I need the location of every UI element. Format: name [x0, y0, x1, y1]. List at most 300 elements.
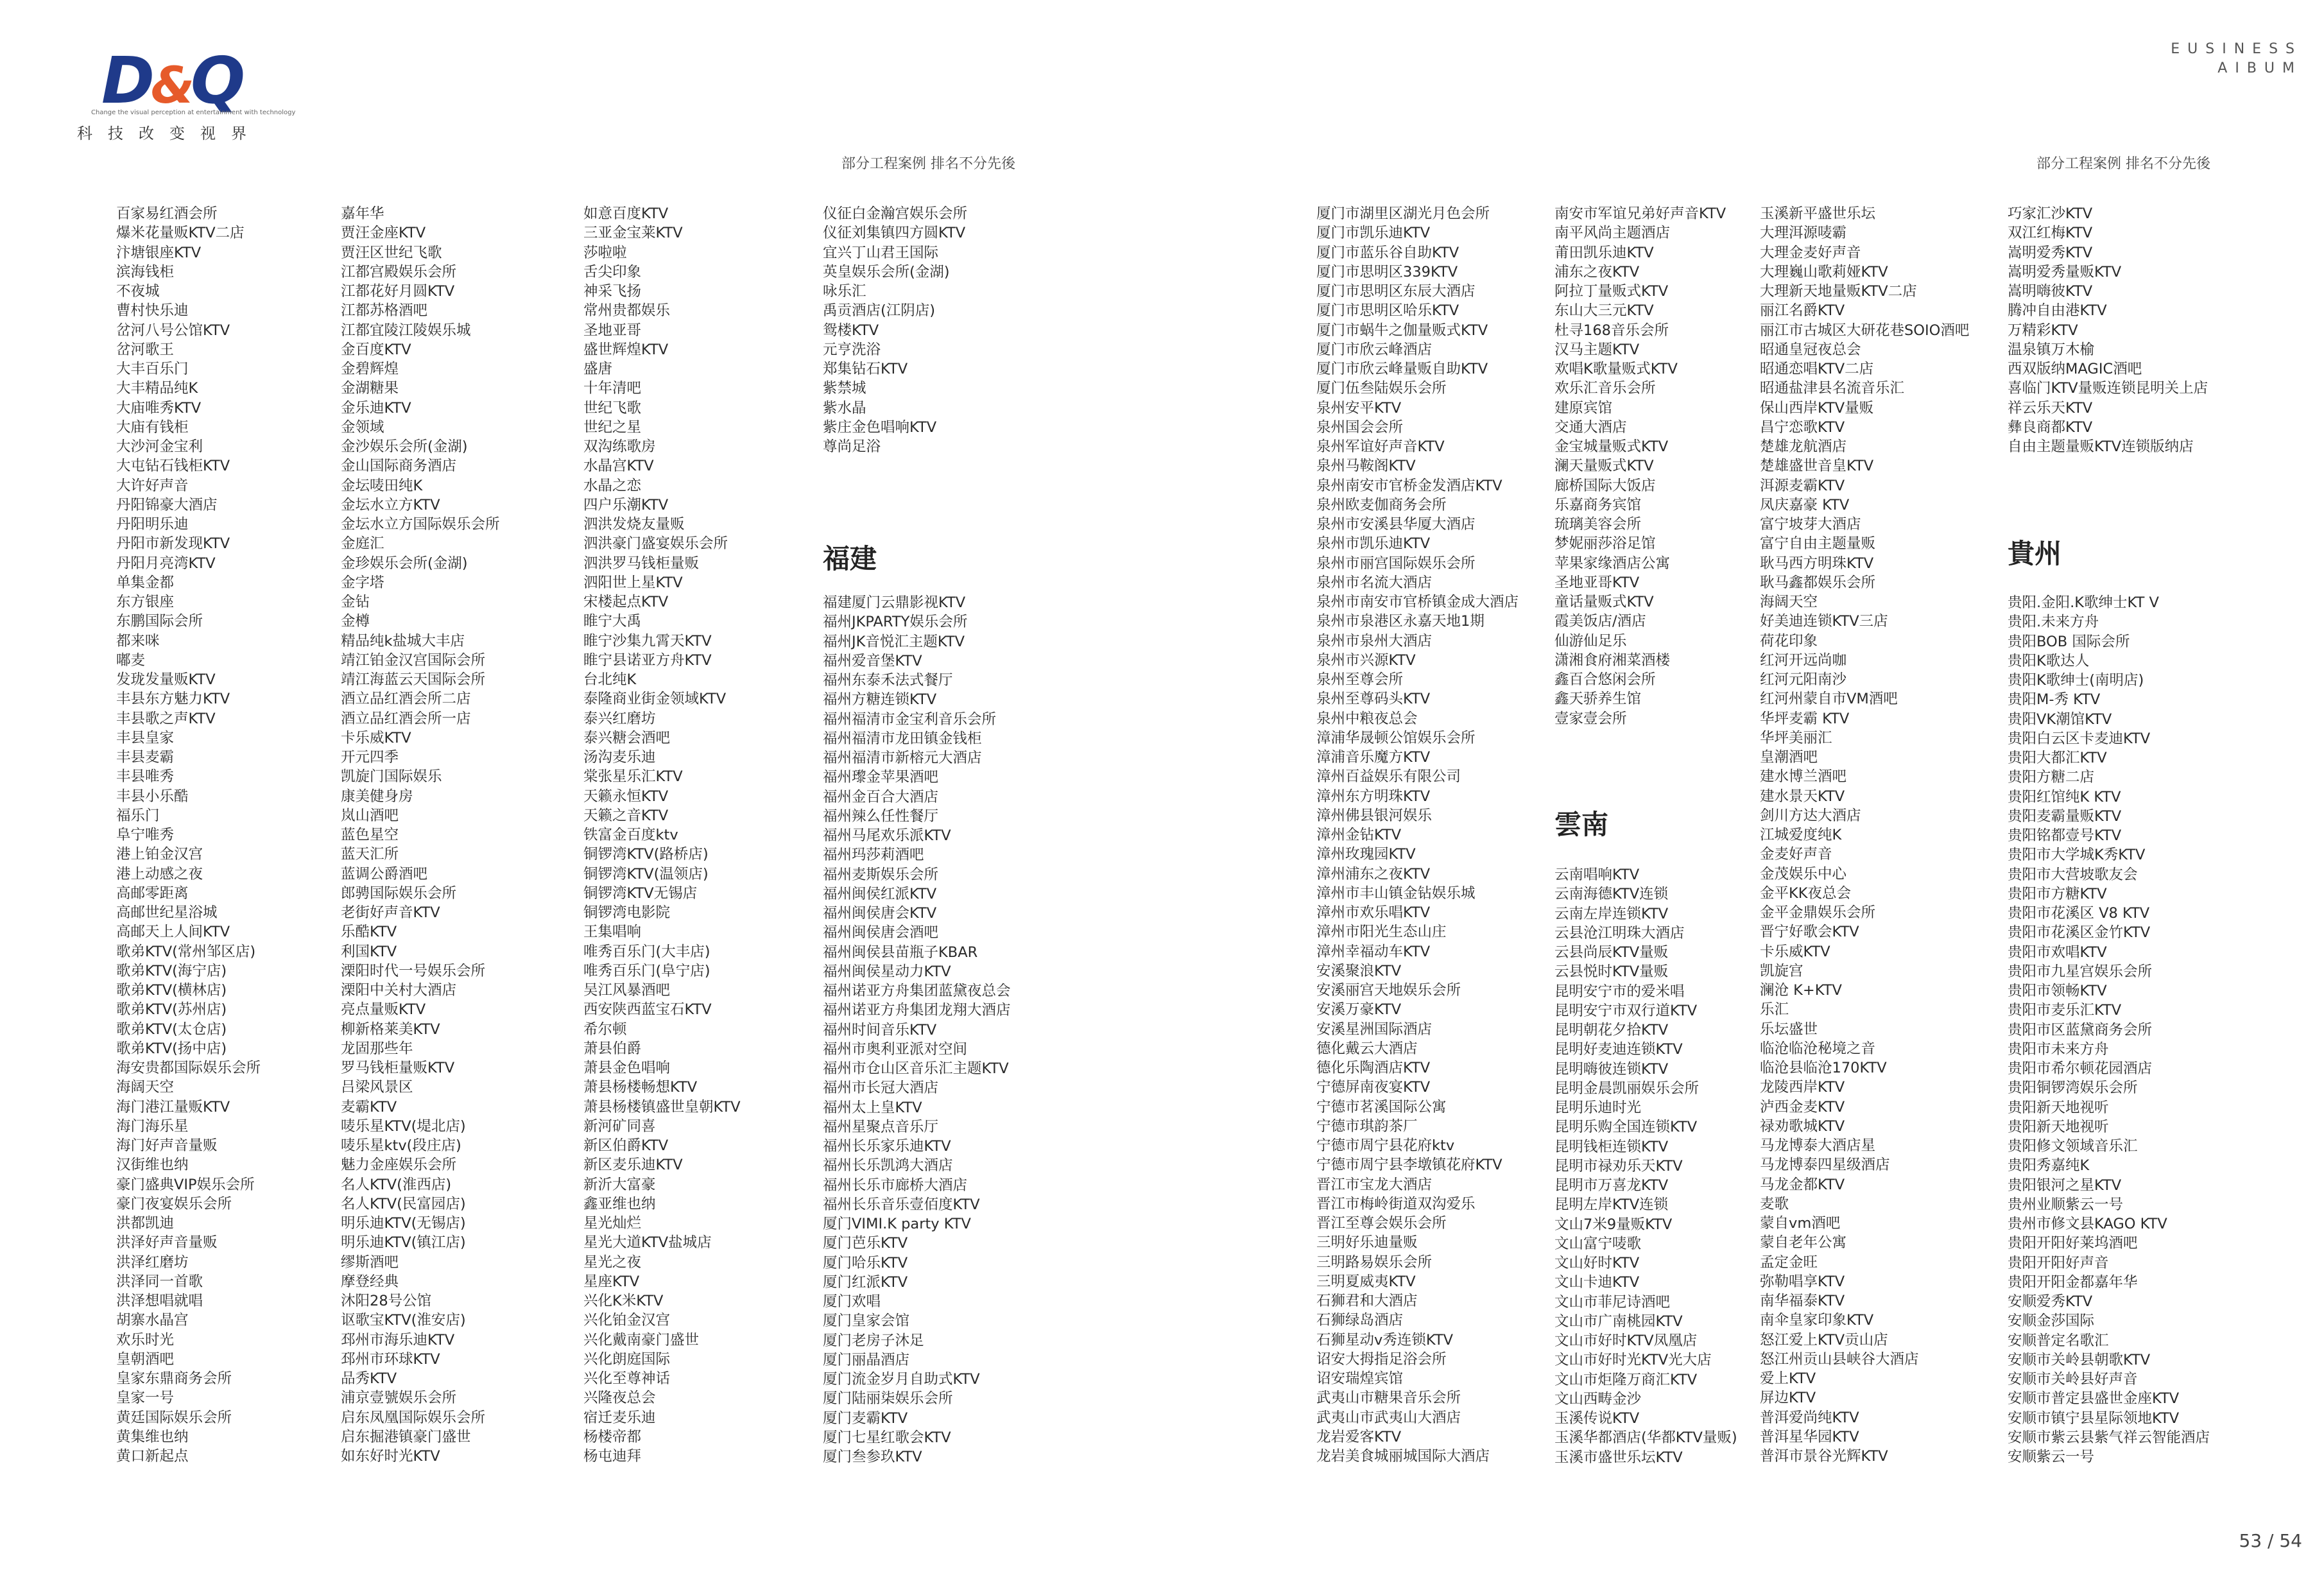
case-item: 鑫天骄养生馆 [1554, 691, 1642, 708]
case-item: 福州辣么任性餐厅 [823, 807, 939, 825]
case-item: 耿马西方明珠KTV [1760, 555, 1874, 572]
case-item: 丰县小乐酷 [116, 788, 189, 805]
page-number: 53 / 54 [2239, 1530, 2302, 1551]
case-item: 贵阳市麦乐汇KTV [2008, 1002, 2122, 1019]
case-item: 安顺爱秀KTV [2008, 1293, 2093, 1310]
case-item: 宁德市周宁县李墩镇花府KTV [1316, 1157, 1502, 1174]
case-item: 禹贡酒店(江阴店) [823, 302, 936, 320]
case-item: 彝良商都KTV [2008, 418, 2093, 436]
case-item: 南伞皇家印象KTV [1760, 1312, 1874, 1329]
case-item: 双沟练歌房 [583, 438, 656, 455]
brand-mark [2171, 40, 2302, 78]
case-item: 新区麦乐迪KTV [583, 1157, 683, 1174]
case-item: 王集唱响 [583, 924, 642, 941]
case-item: 普洱爱尚纯KTV [1760, 1409, 1859, 1426]
case-item: 金湖糖果 [341, 380, 399, 397]
case-item: 西安陕西蓝宝石KTV [583, 1001, 712, 1019]
case-item: 江都宫殿娱乐会所 [341, 263, 457, 280]
case-item: 盛唐 [583, 361, 613, 377]
case-item: 万精彩KTV [2008, 322, 2078, 339]
case-item: 如意百度KTV [583, 205, 669, 222]
case-item: 建水景天KTV [1760, 788, 1845, 805]
case-item: 新沂大富豪 [583, 1176, 656, 1193]
case-item: 浦京壹號娱乐会所 [341, 1390, 457, 1407]
case-item: 柳新格莱美KTV [341, 1021, 440, 1038]
logo-motto: 科技改变视界 [77, 125, 262, 142]
case-item: 福州市仓山区音乐汇主题KTV [823, 1060, 1009, 1077]
case-item: 缪斯酒吧 [341, 1254, 399, 1271]
case-item: 嵩明爱秀KTV [2008, 244, 2093, 261]
case-item: 希尔顿 [583, 1021, 627, 1038]
case-item: 宁德市琪韵茶厂 [1316, 1117, 1418, 1135]
logo-mark: D&Q [101, 43, 242, 118]
section-title-guizhou: 貴州 [2008, 538, 2062, 569]
case-list-right-col1 [1316, 204, 1560, 1466]
case-item: 蒙自老年公寓 [1760, 1234, 1847, 1252]
case-item: 江都花好月圆KTV [341, 283, 455, 300]
case-item: 贵阳白云区卡麦迪KTV [2008, 730, 2151, 747]
case-item: 福州闽侯唐会KTV [823, 905, 937, 922]
case-item: 霞美饭店/酒店 [1554, 613, 1646, 630]
case-item: 丽江名爵KTV [1760, 302, 1845, 320]
case-item: 漳州市阳光生态山庄 [1316, 924, 1447, 941]
case-item: 贵阳红馆纯K KTV [2008, 788, 2121, 806]
case-item: 文山好时KTV [1554, 1255, 1640, 1271]
case-item: 开元四季 [341, 749, 399, 766]
case-item: 安顺金莎国际 [2008, 1313, 2095, 1330]
case-item: 厦门七星红歌会KTV [823, 1429, 951, 1446]
case-item: 金麦好声音 [1760, 846, 1832, 863]
case-item: 乐汇 [1760, 1001, 1789, 1019]
case-item: 讴歌宝KTV(淮安店) [341, 1312, 466, 1329]
case-item: 贵州市修文县KAGO KTV [2008, 1216, 2167, 1232]
case-item: 金平金鼎娱乐会所 [1760, 904, 1876, 921]
case-item: 凯旋门国际娱乐 [341, 768, 442, 786]
case-item: 沐阳28号公馆 [341, 1293, 432, 1309]
case-item: 贵阳修文领域音乐汇 [2008, 1138, 2138, 1155]
case-item: 金坛唛田纯K [341, 477, 423, 494]
case-item: 吕梁风景区 [341, 1079, 413, 1096]
case-item: 安顺普定名歌汇 [2008, 1332, 2109, 1349]
case-item: 澜天量贩式KTV [1554, 458, 1654, 475]
case-item: 福州福清市龙田镇金钱柜 [823, 730, 982, 747]
case-item: 杨楼帝都 [583, 1428, 642, 1445]
case-item: 东山大三元KTV [1554, 302, 1654, 320]
case-item: 豪门夜宴娱乐会所 [116, 1195, 232, 1212]
case-item: 圣地亚哥 [583, 322, 642, 339]
case-item: 世纪之星 [583, 418, 642, 436]
case-item: 新河矿同喜 [583, 1117, 656, 1135]
case-item: 屏边KTV [1760, 1390, 1816, 1407]
case-item: 兴化朗庭国际 [583, 1350, 671, 1368]
case-item: 琉璃美容会所 [1554, 516, 1642, 533]
case-item: 海阔天空 [116, 1079, 175, 1096]
case-item: 南华福泰KTV [1760, 1293, 1845, 1309]
case-item: 福州太上皇KTV [823, 1099, 922, 1116]
case-item: 南安市军谊兄弟好声音KTV [1554, 205, 1726, 222]
case-item: 漳浦音乐魔方KTV [1316, 749, 1431, 766]
case-item: 文山市好时KTV凤凰店 [1554, 1332, 1698, 1349]
case-item: 唯秀百乐门(大丰店) [583, 943, 710, 960]
case-item: 泗阳世上星KTV [583, 574, 683, 591]
brand-line-2: AIBUM [2217, 60, 2302, 76]
case-item: 昆明钱柜连锁KTV [1554, 1138, 1669, 1155]
case-item: 马龙博泰大酒店星 [1760, 1137, 1876, 1154]
case-item: 昆明乐迪时光 [1554, 1099, 1642, 1116]
case-item: 嘟麦 [116, 651, 146, 669]
case-item: 丰县东方魅力KTV [116, 691, 230, 708]
case-item: 贵阳BOB 国际会所 [2008, 633, 2130, 650]
case-item: 昆明乐购全国连锁KTV [1554, 1119, 1698, 1136]
case-item: 郎骋国际娱乐会所 [341, 884, 457, 902]
case-item: 晋江至尊会娱乐会所 [1316, 1215, 1447, 1232]
case-item: 金山国际商务酒店 [341, 458, 457, 475]
case-item: 贵阳市领畅KTV [2008, 983, 2107, 999]
case-item: 康美健身房 [341, 788, 413, 805]
case-item: 泉州马鞍阁KTV [1316, 458, 1416, 475]
case-item: 大许好声音 [116, 477, 189, 494]
case-item: 麦霸KTV [341, 1098, 397, 1116]
case-item: 福州瓈金苹果酒吧 [823, 769, 939, 786]
case-item: 卡乐威KTV [1760, 943, 1830, 960]
case-item: 福州闽侯县苗瓶子KBAR [823, 944, 978, 961]
case-item: 厦门丽晶酒店 [823, 1351, 910, 1368]
case-item: 发珑发量贩KTV [116, 671, 216, 688]
case-item: 厦门市蓝乐谷自助KTV [1316, 244, 1459, 261]
case-item: 孟定金旺 [1760, 1254, 1818, 1271]
case-item: 潇湘食府湘菜酒楼 [1554, 651, 1671, 669]
case-item: 兴化至尊神话 [583, 1370, 671, 1387]
case-item: 厦门市思明区339KTV [1316, 263, 1458, 280]
case-item: 罗马钱柜量贩KTV [341, 1060, 455, 1076]
case-item: 歌弟KTV(太仓店) [116, 1021, 227, 1038]
case-item: 玉溪市盛世乐坛KTV [1554, 1449, 1683, 1466]
case-item: 马龙博泰四星级酒店 [1760, 1157, 1890, 1174]
case-item: 歌弟KTV(苏州店) [116, 1001, 227, 1019]
case-item: 禄劝歌城KTV [1760, 1117, 1845, 1135]
case-item: 厦门VIMI.K party KTV [823, 1216, 971, 1232]
case-item: 四户乐潮KTV [583, 496, 669, 513]
case-item: 高邮零距离 [116, 884, 189, 902]
case-item: 贵阳方糖二店 [2008, 769, 2095, 786]
case-item: 亮点量贩KTV [341, 1001, 426, 1019]
case-item: 江城爱度纯K [1760, 827, 1842, 843]
case-item: 厦门市思明区东辰大酒店 [1316, 283, 1476, 300]
case-item: 厦门市欣云峰酒店 [1316, 341, 1433, 358]
case-item: 卡乐威KTV [341, 729, 411, 746]
case-list-fujian [823, 593, 1067, 1467]
case-item: 晋江市梅岭街道双沟爱乐 [1316, 1195, 1476, 1212]
case-item: 贵阳VK潮馆KTV [2008, 711, 2112, 728]
case-item: 福乐门 [116, 807, 160, 824]
case-item: 凯旋宫 [1760, 962, 1803, 979]
case-item: 福州长乐凯鸿大酒店 [823, 1157, 953, 1175]
case-item: 紫庄金色唱响KTV [823, 418, 937, 436]
case-item: 贵阳秀嘉纯K [2008, 1157, 2090, 1175]
case-item: 厦门欢唱 [823, 1293, 881, 1310]
right-page [1162, 0, 2324, 1577]
case-item: 天籁永恒KTV [583, 788, 669, 805]
case-item: 贵阳市花溪区金竹KTV [2008, 924, 2151, 942]
case-item: 泉州国会会所 [1316, 418, 1404, 436]
case-item: 金领域 [341, 418, 384, 436]
case-item: 泸西金麦KTV [1760, 1098, 1845, 1116]
case-item: 泉州市名流大酒店 [1316, 574, 1433, 591]
case-item: 好美迪连锁KTV三店 [1760, 613, 1888, 630]
case-item: 文山市广南桃园KTV [1554, 1313, 1683, 1330]
case-item: 贵阳市欢唱KTV [2008, 944, 2107, 961]
case-item: 丹阳明乐迪 [116, 516, 189, 533]
case-item: 三明路易娱乐会所 [1316, 1254, 1433, 1271]
case-item: 腾冲自由港KTV [2008, 302, 2107, 320]
case-item: 双江红梅KTV [2008, 225, 2093, 242]
case-item: 吴江风暴酒吧 [583, 982, 671, 999]
case-item: 厦门市湖里区湖光月色会所 [1316, 205, 1490, 222]
case-item: 贵阳K歌绅士(南明店) [2008, 672, 2144, 689]
case-item: 明乐迪KTV(无锡店) [341, 1215, 466, 1232]
case-item: 丽江市古城区大研花巷SOIO酒吧 [1760, 322, 1970, 339]
case-item: 乐酷KTV [341, 924, 397, 941]
case-item: 泉州南安市官桥金发酒店KTV [1316, 477, 1502, 494]
case-item: 贵阳市希尔顿花园酒店 [2008, 1060, 2153, 1077]
case-item: 阜宁唯秀 [116, 827, 175, 843]
case-item: 楚雄盛世音皇KTV [1760, 458, 1874, 475]
case-item: 洪都凯迪 [116, 1215, 175, 1232]
case-item: 福州长乐家乐迪KTV [823, 1138, 951, 1155]
case-item: 英皇娱乐会所(金湖) [823, 263, 950, 280]
case-item: 杜寻168音乐会所 [1554, 322, 1669, 339]
case-item: 溧阳时代一号娱乐会所 [341, 962, 486, 979]
case-item: 泉州至尊码头KTV [1316, 691, 1431, 708]
case-item: 贾汪区世纪飞歌 [341, 244, 442, 261]
case-item: 贾汪金座KTV [341, 225, 426, 242]
case-item: 厦门麦霸KTV [823, 1409, 908, 1427]
case-item: 杨屯迪拜 [583, 1448, 642, 1465]
case-item: 昆明市禄劝乐天KTV [1554, 1157, 1683, 1175]
case-item: 名人KTV(民富园店) [341, 1195, 466, 1212]
case-item: 贵阳开阳金都嘉年华 [2008, 1273, 2138, 1291]
case-item: 精品纯k盐城大丰店 [341, 632, 465, 650]
case-item: 星光大道KTV盐城店 [583, 1234, 712, 1252]
case-item: 铁富金百度ktv [583, 827, 678, 843]
case-item: 漳浦华晟顿公馆娱乐会所 [1316, 729, 1476, 746]
case-item: 晋宁好歌会KTV [1760, 924, 1859, 941]
case-item: 贵阳新天地视听 [2008, 1118, 2109, 1135]
case-item: 汤沟麦乐迪 [583, 749, 656, 766]
case-item: 剑川方达大酒店 [1760, 807, 1861, 824]
case-item: 福州长乐市廊桥大酒店 [823, 1176, 968, 1194]
case-item: 酒立品红酒会所一店 [341, 710, 471, 727]
case-item: 安溪星洲国际酒店 [1316, 1021, 1433, 1038]
section-title-yunnan: 雲南 [1554, 809, 1609, 840]
case-item: 单集金都 [116, 574, 175, 591]
case-item: 郑集钻石KTV [823, 361, 908, 377]
case-item: 睢宁县诺亚方舟KTV [583, 651, 712, 669]
case-item: 海阔天空 [1760, 594, 1818, 610]
case-item: 萧县杨楼镇盛世皇朝KTV [583, 1098, 741, 1116]
case-item: 贵阳铭都壹号KTV [2008, 827, 2122, 844]
case-item: 安溪聚浪KTV [1316, 962, 1402, 979]
case-item: 贵阳市大营坡歌友会 [2008, 866, 2138, 883]
case-item: 安顺市关岭县朝歌KTV [2008, 1351, 2151, 1368]
case-item: 高邮世纪星浴城 [116, 904, 218, 921]
case-item: 厦门哈乐KTV [823, 1254, 908, 1271]
case-item: 丹阳月亮湾KTV [116, 555, 216, 572]
case-item: 元亨洗浴 [823, 341, 881, 358]
case-item: 贵阳市方糖KTV [2008, 885, 2107, 902]
case-item: 黄集维也纳 [116, 1428, 189, 1445]
case-item: 昆明安宁市的爱米唱 [1554, 983, 1685, 1000]
case-item: 温泉镇万木榆 [2008, 341, 2095, 358]
case-item: 文山7米9量贩KTV [1554, 1216, 1673, 1233]
case-item: 武夷山市武夷山大酒店 [1316, 1409, 1461, 1426]
case-item: 漳州玫瑰园KTV [1316, 846, 1416, 863]
case-item: 如东好时光KTV [341, 1448, 440, 1465]
case-item: 昌宁恋歌KTV [1760, 418, 1845, 436]
case-item: 百家易红酒会所 [116, 205, 218, 222]
case-item: 金碧辉煌 [341, 361, 399, 377]
case-item: 贵阳M-秀 KTV [2008, 691, 2101, 709]
case-item: 酒立品红酒会所二店 [341, 691, 471, 708]
case-item: 安顺市镇宁县星际领地KTV [2008, 1409, 2180, 1427]
case-item: 漳州佛县银河娱乐 [1316, 807, 1433, 824]
case-item: 海门海乐星 [116, 1117, 189, 1135]
case-item: 诏安瑞煌宾馆 [1316, 1370, 1404, 1387]
case-item: 福州闽侯星动力KTV [823, 963, 951, 980]
case-item: 洱源麦霸KTV [1760, 477, 1845, 494]
case-item: 唯秀百乐门(阜宁店) [583, 962, 710, 979]
case-item: 泉州欧麦伽商务会所 [1316, 496, 1447, 513]
case-item: 文山市炬隆万商汇KTV [1554, 1371, 1698, 1388]
case-item: 昆明好麦迪连锁KTV [1554, 1041, 1683, 1058]
case-item: 马龙金都KTV [1760, 1176, 1845, 1193]
case-item: 阿拉丁量贩式KTV [1554, 283, 1669, 300]
case-item: 大理金麦好声音 [1760, 244, 1861, 261]
case-item: 漳州金钻KTV [1316, 827, 1402, 843]
case-item: 泉州市丽宫国际娱乐会所 [1316, 555, 1476, 572]
case-item: 世纪飞歌 [583, 399, 642, 417]
case-item: 星光之夜 [583, 1254, 642, 1271]
case-item: 凤庆嘉豪 KTV [1760, 496, 1850, 513]
case-item: 丰县唯秀 [116, 768, 175, 786]
case-item: 蓝调公爵酒吧 [341, 865, 428, 883]
case-item: 南平风尚主题酒店 [1554, 225, 1671, 242]
case-item: 星光灿烂 [583, 1215, 642, 1232]
case-item: 皇潮酒吧 [1760, 749, 1818, 766]
case-item: 漳州浦东之夜KTV [1316, 865, 1431, 883]
case-item: 安顺市普定县盛世金座KTV [2008, 1390, 2180, 1408]
case-item: 大屯钻石钱柜KTV [116, 458, 230, 475]
case-item: 红河开远尚咖 [1760, 651, 1847, 669]
case-item: 利国KTV [341, 943, 397, 960]
case-item: 歌弟KTV(海宁店) [116, 962, 227, 979]
case-item: 常州贵都娱乐 [583, 302, 671, 320]
case-item: 金宝城量贩式KTV [1554, 438, 1669, 455]
case-item: 漳州市丰山镇金钻娱乐城 [1316, 884, 1476, 902]
case-item: 摩登经典 [341, 1273, 399, 1290]
case-item: 安溪丽宫天地娱乐会所 [1316, 982, 1461, 999]
case-item: 江都宜陵江陵娱乐城 [341, 322, 471, 339]
case-item: 泉州市兴源KTV [1316, 651, 1416, 669]
case-item: 玉溪华都酒店(华都KTV量贩) [1554, 1429, 1737, 1447]
case-item: 弥勒唱享KTV [1760, 1273, 1845, 1290]
case-item: 天籁之音KTV [583, 807, 669, 824]
case-item: 漳州百益娱乐有限公司 [1316, 768, 1461, 786]
case-item: 兴隆夜总会 [583, 1390, 656, 1407]
case-item: 大丰百乐门 [116, 361, 189, 377]
case-item: 唛乐星ktv(段庄店) [341, 1137, 461, 1154]
case-item: 福州玛莎莉酒吧 [823, 847, 924, 864]
case-item: 泉州中粮夜总会 [1316, 710, 1418, 727]
case-item: 临沧临沧秘境之音 [1760, 1040, 1876, 1057]
case-item: 宁德市茗溪国际公寓 [1316, 1098, 1447, 1116]
case-item: 黄廷国际娱乐会所 [116, 1409, 232, 1426]
case-item: 鑫亚维也纳 [583, 1195, 656, 1212]
case-item: 汉马主题KTV [1554, 341, 1640, 358]
case-item: 厦门市凯乐迪KTV [1316, 225, 1431, 242]
case-list-left-col1 [116, 204, 360, 1466]
case-item: 厦门芭乐KTV [823, 1235, 908, 1252]
case-item: 紫禁城 [823, 380, 866, 397]
case-item: 普洱市景谷光辉KTV [1760, 1448, 1888, 1465]
case-item: 贵阳K歌达人 [2008, 652, 2090, 669]
case-item: 蓝色星空 [341, 827, 399, 843]
case-item: 海门港江量贩KTV [116, 1098, 230, 1116]
case-item: 泉州安平KTV [1316, 399, 1402, 417]
case-item: 华坪麦霸 KTV [1760, 710, 1850, 727]
case-item: 泰兴红磨坊 [583, 710, 656, 727]
case-item: 贵阳市区蓝黛商务会所 [2008, 1021, 2153, 1038]
case-item: 昆明左岸KTV连锁 [1554, 1196, 1669, 1214]
case-item: 铜锣湾KTV(温领店) [583, 865, 709, 883]
case-item: 童话量贩式KTV [1554, 594, 1654, 610]
case-list-left-col2 [341, 204, 585, 1466]
case-item: 皇家东鼎商务会所 [116, 1370, 232, 1387]
case-item: 海安贵都国际娱乐会所 [116, 1060, 261, 1076]
case-item: 厦门皇家会馆 [823, 1313, 910, 1330]
case-item: 喜临门KTV量贩连锁昆明关上店 [2008, 380, 2208, 397]
case-item: 福州福清市新榕元大酒店 [823, 750, 982, 766]
case-item: 宋楼起点KTV [583, 594, 669, 610]
case-item: 启东掘港镇豪门盛世 [341, 1428, 471, 1445]
case-item: 厦门陆丽柒娱乐会所 [823, 1390, 953, 1408]
case-item: 泰隆商业街金领域KTV [583, 691, 727, 708]
case-item: 名人KTV(淮西店) [341, 1176, 452, 1193]
case-item: 大庙有钱柜 [116, 418, 189, 436]
case-item: 洪泽想唱就唱 [116, 1293, 203, 1309]
ranking-note: 部分工程案例 排名不分先後 [841, 156, 1015, 172]
case-item: 岚山酒吧 [341, 807, 399, 824]
case-item: 歌弟KTV(扬中店) [116, 1040, 227, 1057]
case-item: 豪门盛典VIP娱乐会所 [116, 1176, 255, 1193]
case-item: 金乐迪KTV [341, 399, 411, 417]
case-item: 漳州市欢乐唱KTV [1316, 904, 1431, 921]
case-item: 仪征刘集镇四方圆KTV [823, 225, 966, 242]
case-item: 尊尚足浴 [823, 438, 881, 455]
case-item: 福州长乐音乐壹佰度KTV [823, 1196, 980, 1213]
case-item: 咏乐汇 [823, 283, 866, 300]
case-item: 临沧县临沧170KTV [1760, 1060, 1887, 1076]
case-item: 壹家壹会所 [1554, 710, 1627, 727]
case-item: 海门好声音量贩 [116, 1137, 218, 1154]
case-item: 贵阳银河之星KTV [2008, 1176, 2122, 1194]
case-item: 贵阳铜锣湾娱乐会所 [2008, 1080, 2138, 1097]
case-item: 铜锣湾KTV(路桥店) [583, 846, 709, 863]
case-item: 贵阳.未来方舟 [2008, 614, 2099, 631]
case-item: 漳州东方明珠KTV [1316, 788, 1431, 805]
case-item: 红河州蒙自市VM酒吧 [1760, 691, 1898, 708]
case-item: 仙游仙足乐 [1554, 632, 1627, 650]
